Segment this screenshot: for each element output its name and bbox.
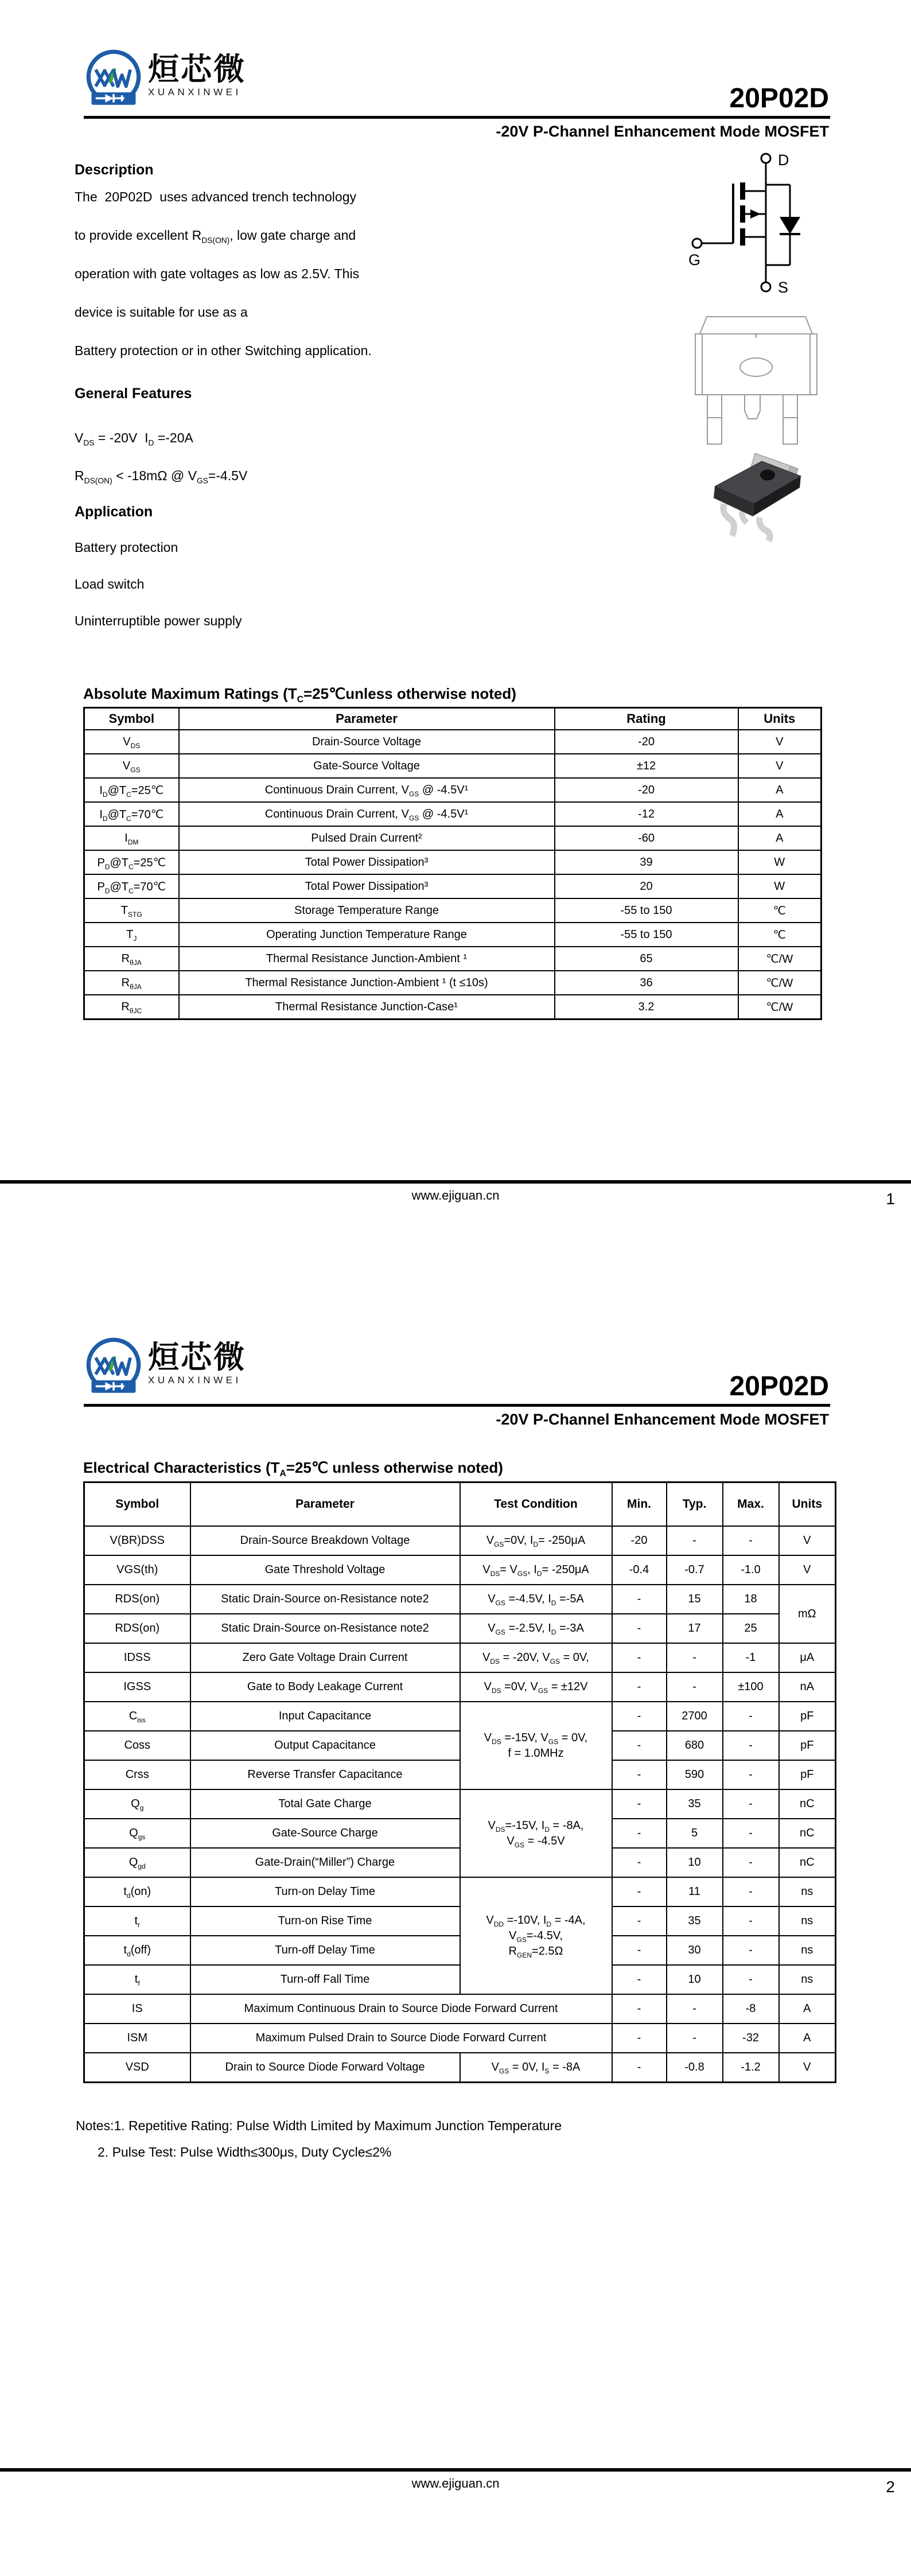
table-row bbox=[84, 730, 822, 754]
table-cell: ns bbox=[779, 1965, 836, 1994]
table-cell: -60 bbox=[555, 826, 738, 850]
description-line: operation with gate voltages as low as 2.5V. This bbox=[75, 266, 360, 281]
table-cell: V bbox=[779, 1555, 836, 1585]
table-cell: Continuous Drain Current, $V_{GS}$ @ -4.5V¹ bbox=[179, 778, 555, 802]
table-cell: - bbox=[612, 1994, 667, 2024]
table-row bbox=[84, 947, 822, 971]
column-header: Symbol bbox=[84, 1482, 190, 1527]
column-header: Parameter bbox=[190, 1482, 460, 1527]
table-cell: $V_{DS} =0V$, $V_{GS} = \pm 12V$ bbox=[460, 1672, 612, 1702]
note-line: Notes:1. Repetitive Rating: Pulse Width Limited by Maximum Junction Temperature bbox=[76, 2118, 562, 2133]
table-row bbox=[84, 826, 822, 850]
table-cell: Turn-off Fall Time bbox=[190, 1965, 460, 1994]
table-cell: Static Drain-Source on-Resistance note2 bbox=[190, 1585, 460, 1614]
table-cell: μA bbox=[779, 1643, 836, 1672]
table-cell: 36 bbox=[555, 971, 738, 995]
table-cell: Drain-Source Breakdown Voltage bbox=[190, 1526, 460, 1555]
footer-url: www.ejiguan.cn bbox=[411, 2476, 500, 2491]
table-cell: 10 bbox=[667, 1965, 723, 1994]
description-line: Battery protection or in other Switching application. bbox=[75, 343, 372, 358]
table-cell: -1.2 bbox=[723, 2053, 779, 2083]
table-cell: 10 bbox=[667, 1848, 723, 1877]
table-cell: ±12 bbox=[555, 754, 738, 778]
table-cell: - bbox=[612, 1877, 667, 1906]
column-header: Units bbox=[738, 708, 822, 730]
column-header: Units bbox=[779, 1482, 836, 1527]
table-cell: $t_f$ bbox=[84, 1965, 190, 1994]
table-cell: 35 bbox=[667, 1906, 723, 1936]
table-cell: - bbox=[612, 1643, 667, 1672]
feature-line: $V_{DS} = -20V$ $I_D =-20A$ bbox=[75, 430, 193, 448]
table-cell: $V_{GS} = 0V$, $I_S = -8A$ bbox=[460, 2053, 612, 2083]
drain-terminal-label: D bbox=[778, 151, 789, 169]
table-cell: V bbox=[738, 754, 822, 778]
table-cell: Thermal Resistance Junction-Ambient ¹ bbox=[179, 947, 555, 971]
table-cell: $P_D@T_C=70℃$ bbox=[84, 874, 179, 898]
table-cell: Output Capacitance bbox=[190, 1731, 460, 1760]
table-row bbox=[84, 1526, 836, 1555]
table-cell: - bbox=[612, 1819, 667, 1848]
table-row bbox=[84, 1643, 836, 1672]
column-header: Symbol bbox=[84, 708, 179, 730]
table-cell: -55 to 150 bbox=[555, 923, 738, 947]
table-cell: $I_D@T_C=25℃$ bbox=[84, 778, 179, 802]
table-cell: Storage Temperature Range bbox=[179, 898, 555, 923]
package-outline-drawing bbox=[684, 314, 828, 450]
header-rule bbox=[84, 116, 830, 119]
table-cell: Turn-on Rise Time bbox=[190, 1906, 460, 1936]
table-cell: $V_{DS} = -20V$, $V_{GS} = 0V$, bbox=[460, 1643, 612, 1672]
table-cell: - bbox=[723, 1526, 779, 1555]
table-row bbox=[84, 1994, 836, 2024]
product-subtitle: -20V P-Channel Enhancement Mode MOSFET bbox=[496, 1411, 829, 1428]
table-cell: $V_{DS}=-15V$, $I_D = -8A$, $V_{GS} = -4.5V$ bbox=[460, 1789, 612, 1877]
table-cell: ℃ bbox=[738, 923, 822, 947]
table-cell: Crss bbox=[84, 1760, 190, 1789]
table-row bbox=[84, 1789, 836, 1819]
table-cell: -1.0 bbox=[723, 1555, 779, 1585]
table-cell: $Q_g$ bbox=[84, 1789, 190, 1819]
description-paragraph bbox=[75, 178, 372, 370]
table-cell: VSD bbox=[84, 2053, 190, 2083]
table-cell: pF bbox=[779, 1731, 836, 1760]
table-cell: $T_J$ bbox=[84, 923, 179, 947]
table-cell: 65 bbox=[555, 947, 738, 971]
table-cell: -55 to 150 bbox=[555, 898, 738, 923]
table-cell: $V_{DS} =-15V$, $V_{GS} = 0V$, f = 1.0MHz bbox=[460, 1702, 612, 1789]
table-cell: - bbox=[667, 1994, 723, 2024]
table-row bbox=[84, 898, 822, 923]
table-cell: nA bbox=[779, 1672, 836, 1702]
note-line: 2. Pulse Test: Pulse Width≤300μs, Duty Cycle≤2% bbox=[98, 2145, 392, 2159]
table-cell: - bbox=[612, 2024, 667, 2053]
table-cell: ℃/W bbox=[738, 971, 822, 995]
table-cell: $t_d(on)$ bbox=[84, 1877, 190, 1906]
datasheet-page-2 bbox=[0, 1288, 911, 2576]
table-cell: ns bbox=[779, 1936, 836, 1965]
table-cell: A bbox=[738, 826, 822, 850]
feature-line: $R_{DS(ON)} < -18m\Omega$ @ $V_{GS}=-4.5V$ bbox=[75, 468, 248, 485]
footer-rule bbox=[0, 1180, 911, 1184]
table-cell: IS bbox=[84, 1994, 190, 2024]
table-cell: Gate to Body Leakage Current bbox=[190, 1672, 460, 1702]
package-photo bbox=[704, 449, 808, 543]
table-row bbox=[84, 802, 822, 826]
table-cell: V bbox=[779, 2053, 836, 2083]
table-cell: Drain-Source Voltage bbox=[179, 730, 555, 754]
table-cell: Static Drain-Source on-Resistance note2 bbox=[190, 1614, 460, 1643]
table-cell: $t_d(off)$ bbox=[84, 1936, 190, 1965]
application-line: Uninterruptible power supply bbox=[75, 613, 242, 628]
table-cell: - bbox=[612, 1760, 667, 1789]
table-cell: 25 bbox=[723, 1614, 779, 1643]
absolute-maximum-ratings-heading: Absolute Maximum Ratings ($T_C=25℃unless$ otherwise noted) bbox=[83, 685, 516, 705]
logo-name-en: XUANXINWEI bbox=[148, 1375, 242, 1386]
column-header: Parameter bbox=[179, 708, 555, 730]
table-cell: -0.7 bbox=[667, 1555, 723, 1585]
table-cell: - bbox=[667, 2024, 723, 2053]
table-cell: A bbox=[738, 778, 822, 802]
table-cell: 680 bbox=[667, 1731, 723, 1760]
table-cell: - bbox=[723, 1906, 779, 1936]
table-cell: - bbox=[723, 1936, 779, 1965]
table-cell: 39 bbox=[555, 850, 738, 874]
logo-name-en: XUANXINWEI bbox=[148, 87, 242, 98]
table-row bbox=[84, 754, 822, 778]
table-row bbox=[84, 1877, 836, 1906]
company-logo bbox=[84, 48, 246, 108]
table-cell: ISM bbox=[84, 2024, 190, 2053]
part-number-title: 20P02D bbox=[729, 83, 829, 114]
table-cell: 5 bbox=[667, 1819, 723, 1848]
table-row bbox=[84, 1585, 836, 1614]
table-cell: $C_{iss}$ bbox=[84, 1702, 190, 1731]
table-cell: Gate Threshold Voltage bbox=[190, 1555, 460, 1585]
table-cell: $I_{DM}$ bbox=[84, 826, 179, 850]
electrical-characteristics-table bbox=[83, 1481, 836, 2083]
table-cell: ±100 bbox=[723, 1672, 779, 1702]
table-cell: $V_{DS}= V_{GS}$, $I_D= -250\mu A$ bbox=[460, 1555, 612, 1585]
table-cell: Pulsed Drain Current² bbox=[179, 826, 555, 850]
table-cell: $P_D@T_C=25℃$ bbox=[84, 850, 179, 874]
general-features-heading: General Features bbox=[75, 386, 192, 402]
table-cell: Coss bbox=[84, 1731, 190, 1760]
table-cell: $Q_{gd}$ bbox=[84, 1848, 190, 1877]
table-row bbox=[84, 2053, 836, 2083]
table-cell: $I_D@T_C=70℃$ bbox=[84, 802, 179, 826]
table-cell: Maximum Continuous Drain to Source Diode Forward Current bbox=[190, 1994, 612, 2024]
table-cell: - bbox=[723, 1789, 779, 1819]
table-cell: Total Power Dissipation³ bbox=[179, 850, 555, 874]
table-cell: A bbox=[779, 1994, 836, 2024]
table-cell: Gate-Drain(“Miller”) Charge bbox=[190, 1848, 460, 1877]
table-cell: - bbox=[723, 1731, 779, 1760]
table-row bbox=[84, 1672, 836, 1702]
table-cell: Maximum Pulsed Drain to Source Diode Forward Current bbox=[190, 2024, 612, 2053]
table-cell: $Q_{gs}$ bbox=[84, 1819, 190, 1848]
table-cell: VGS(th) bbox=[84, 1555, 190, 1585]
description-heading: Description bbox=[75, 162, 154, 178]
mosfet-symbol-diagram bbox=[671, 150, 861, 302]
table-cell: 15 bbox=[667, 1585, 723, 1614]
table-cell: Drain to Source Diode Forward Voltage bbox=[190, 2053, 460, 2083]
table-cell: 35 bbox=[667, 1789, 723, 1819]
table-cell: $T_{STG}$ bbox=[84, 898, 179, 923]
table-cell: - bbox=[667, 1526, 723, 1555]
table-cell: W bbox=[738, 850, 822, 874]
table-cell: V(BR)DSS bbox=[84, 1526, 190, 1555]
table-cell: nC bbox=[779, 1819, 836, 1848]
table-cell: A bbox=[738, 802, 822, 826]
table-cell: $V_{GS}$ bbox=[84, 754, 179, 778]
table-cell: -20 bbox=[612, 1526, 667, 1555]
table-cell: Reverse Transfer Capacitance bbox=[190, 1760, 460, 1789]
table-cell: Operating Junction Temperature Range bbox=[179, 923, 555, 947]
gate-terminal-label: G bbox=[688, 251, 701, 269]
company-logo bbox=[84, 1336, 246, 1396]
page-number: 2 bbox=[886, 2478, 895, 2496]
absolute-maximum-ratings-table bbox=[83, 707, 822, 1020]
table-row bbox=[84, 850, 822, 874]
table-cell: $V_{GS}=0V$, $I_D= -250\mu A$ bbox=[460, 1526, 612, 1555]
description-line: device is suitable for use as a bbox=[75, 305, 248, 320]
table-cell: ℃/W bbox=[738, 947, 822, 971]
product-subtitle: -20V P-Channel Enhancement Mode MOSFET bbox=[496, 123, 829, 140]
table-cell: - bbox=[612, 1936, 667, 1965]
table-cell: ℃ bbox=[738, 898, 822, 923]
table-cell: - bbox=[612, 1965, 667, 1994]
table-cell: $V_{DS}$ bbox=[84, 730, 179, 754]
table-cell: - bbox=[612, 1702, 667, 1731]
table-cell: 20 bbox=[555, 874, 738, 898]
table-cell: - bbox=[612, 1848, 667, 1877]
logo-name-cn: 烜芯微 bbox=[148, 52, 246, 87]
table-cell: 17 bbox=[667, 1614, 723, 1643]
notes-block bbox=[76, 2112, 562, 2165]
table-cell: -0.4 bbox=[612, 1555, 667, 1585]
column-header: Min. bbox=[612, 1482, 667, 1527]
table-row bbox=[84, 971, 822, 995]
table-cell: $V_{GS} =-4.5V$, $I_D =-5A$ bbox=[460, 1585, 612, 1614]
column-header: Max. bbox=[723, 1482, 779, 1527]
logo-name-cn: 烜芯微 bbox=[148, 1340, 246, 1375]
table-cell: 590 bbox=[667, 1760, 723, 1789]
source-terminal-label: S bbox=[778, 279, 789, 296]
table-row bbox=[84, 1614, 836, 1643]
table-cell: - bbox=[723, 1760, 779, 1789]
table-cell: Continuous Drain Current, $V_{GS}$ @ -4.5V¹ bbox=[179, 802, 555, 826]
table-row bbox=[84, 778, 822, 802]
table-cell: - bbox=[723, 1702, 779, 1731]
table-cell: -1 bbox=[723, 1643, 779, 1672]
table-cell: -8 bbox=[723, 1994, 779, 2024]
application-line: Battery protection bbox=[75, 540, 178, 555]
table-row bbox=[84, 1702, 836, 1731]
footer-url: www.ejiguan.cn bbox=[411, 1188, 500, 1203]
table-cell: Gate-Source Charge bbox=[190, 1819, 460, 1848]
logo-monogram-icon bbox=[84, 48, 143, 108]
table-cell: - bbox=[612, 1672, 667, 1702]
table-cell: Thermal Resistance Junction-Case¹ bbox=[179, 995, 555, 1019]
table-cell: - bbox=[723, 1848, 779, 1877]
table-cell: -32 bbox=[723, 2024, 779, 2053]
electrical-characteristics-heading: Electrical Characteristics ($T_A=25℃$ unless otherwise noted) bbox=[83, 1459, 503, 1479]
column-header: Rating bbox=[555, 708, 738, 730]
table-cell: - bbox=[723, 1965, 779, 1994]
table-cell: RDS(on) bbox=[84, 1614, 190, 1643]
table-cell: mΩ bbox=[779, 1585, 836, 1643]
logo-monogram-icon bbox=[84, 1336, 143, 1396]
table-cell: - bbox=[612, 1906, 667, 1936]
logo-text bbox=[148, 1336, 246, 1386]
table-cell: RDS(on) bbox=[84, 1585, 190, 1614]
table-cell: V bbox=[779, 1526, 836, 1555]
table-cell: Total Power Dissipation³ bbox=[179, 874, 555, 898]
table-cell: W bbox=[738, 874, 822, 898]
table-cell: $V_{GS} =-2.5V$, $I_D =-3A$ bbox=[460, 1614, 612, 1643]
table-cell: ℃/W bbox=[738, 995, 822, 1019]
table-cell: IGSS bbox=[84, 1672, 190, 1702]
table-cell: Zero Gate Voltage Drain Current bbox=[190, 1643, 460, 1672]
table-cell: - bbox=[612, 1731, 667, 1760]
table-cell: nC bbox=[779, 1848, 836, 1877]
table-cell: - bbox=[612, 1585, 667, 1614]
table-cell: $R_{\theta JA}$ bbox=[84, 971, 179, 995]
table-cell: 18 bbox=[723, 1585, 779, 1614]
table-cell: - bbox=[723, 1819, 779, 1848]
table-cell: 2700 bbox=[667, 1702, 723, 1731]
table-cell: Input Capacitance bbox=[190, 1702, 460, 1731]
header-rule bbox=[84, 1404, 830, 1407]
column-header: Typ. bbox=[667, 1482, 723, 1527]
table-cell: Gate-Source Voltage bbox=[179, 754, 555, 778]
application-heading: Application bbox=[75, 504, 153, 520]
table-cell: -0.8 bbox=[667, 2053, 723, 2083]
table-cell: ns bbox=[779, 1906, 836, 1936]
table-cell: nC bbox=[779, 1789, 836, 1819]
table-cell: 3.2 bbox=[555, 995, 738, 1019]
table-row bbox=[84, 874, 822, 898]
table-cell: - bbox=[612, 2053, 667, 2083]
application-line: Load switch bbox=[75, 577, 145, 592]
table-cell: - bbox=[723, 1877, 779, 1906]
table-cell: ns bbox=[779, 1877, 836, 1906]
table-cell: - bbox=[612, 1789, 667, 1819]
table-cell: - bbox=[667, 1643, 723, 1672]
table-cell: -20 bbox=[555, 730, 738, 754]
footer-rule bbox=[0, 2468, 911, 2472]
application-list bbox=[75, 529, 242, 639]
table-row bbox=[84, 1555, 836, 1585]
description-line: The 20P02D uses advanced trench technology bbox=[75, 189, 356, 204]
table-cell: -20 bbox=[555, 778, 738, 802]
table-cell: 11 bbox=[667, 1877, 723, 1906]
table-cell: IDSS bbox=[84, 1643, 190, 1672]
table-cell: Thermal Resistance Junction-Ambient ¹ (t ≤10s) bbox=[179, 971, 555, 995]
table-cell: - bbox=[667, 1672, 723, 1702]
table-cell: V bbox=[738, 730, 822, 754]
table-cell: 30 bbox=[667, 1936, 723, 1965]
table-row bbox=[84, 923, 822, 947]
table-cell: Turn-on Delay Time bbox=[190, 1877, 460, 1906]
table-cell: $R_{\theta JC}$ bbox=[84, 995, 179, 1019]
logo-text bbox=[148, 48, 246, 98]
table-cell: Turn-off Delay Time bbox=[190, 1936, 460, 1965]
table-cell: pF bbox=[779, 1760, 836, 1789]
table-cell: $V_{DD} =-10V$, $I_D = -4A$, $V_{GS}=-4.5V$, $R_{GEN}=2.5\Omega$ bbox=[460, 1877, 612, 1994]
table-cell: A bbox=[779, 2024, 836, 2053]
general-features-list bbox=[75, 419, 247, 495]
table-cell: -12 bbox=[555, 802, 738, 826]
column-header: Test Condition bbox=[460, 1482, 612, 1527]
table-cell: - bbox=[612, 1614, 667, 1643]
table-cell: $R_{\theta JA}$ bbox=[84, 947, 179, 971]
page-number: 1 bbox=[886, 1190, 895, 1208]
table-row bbox=[84, 995, 822, 1019]
description-line: to provide excellent $R_{DS(ON)}$, low gate charge and bbox=[75, 228, 356, 245]
part-number-title: 20P02D bbox=[729, 1371, 829, 1402]
table-cell: pF bbox=[779, 1702, 836, 1731]
table-cell: $t_r$ bbox=[84, 1906, 190, 1936]
table-row bbox=[84, 2024, 836, 2053]
table-cell: Total Gate Charge bbox=[190, 1789, 460, 1819]
